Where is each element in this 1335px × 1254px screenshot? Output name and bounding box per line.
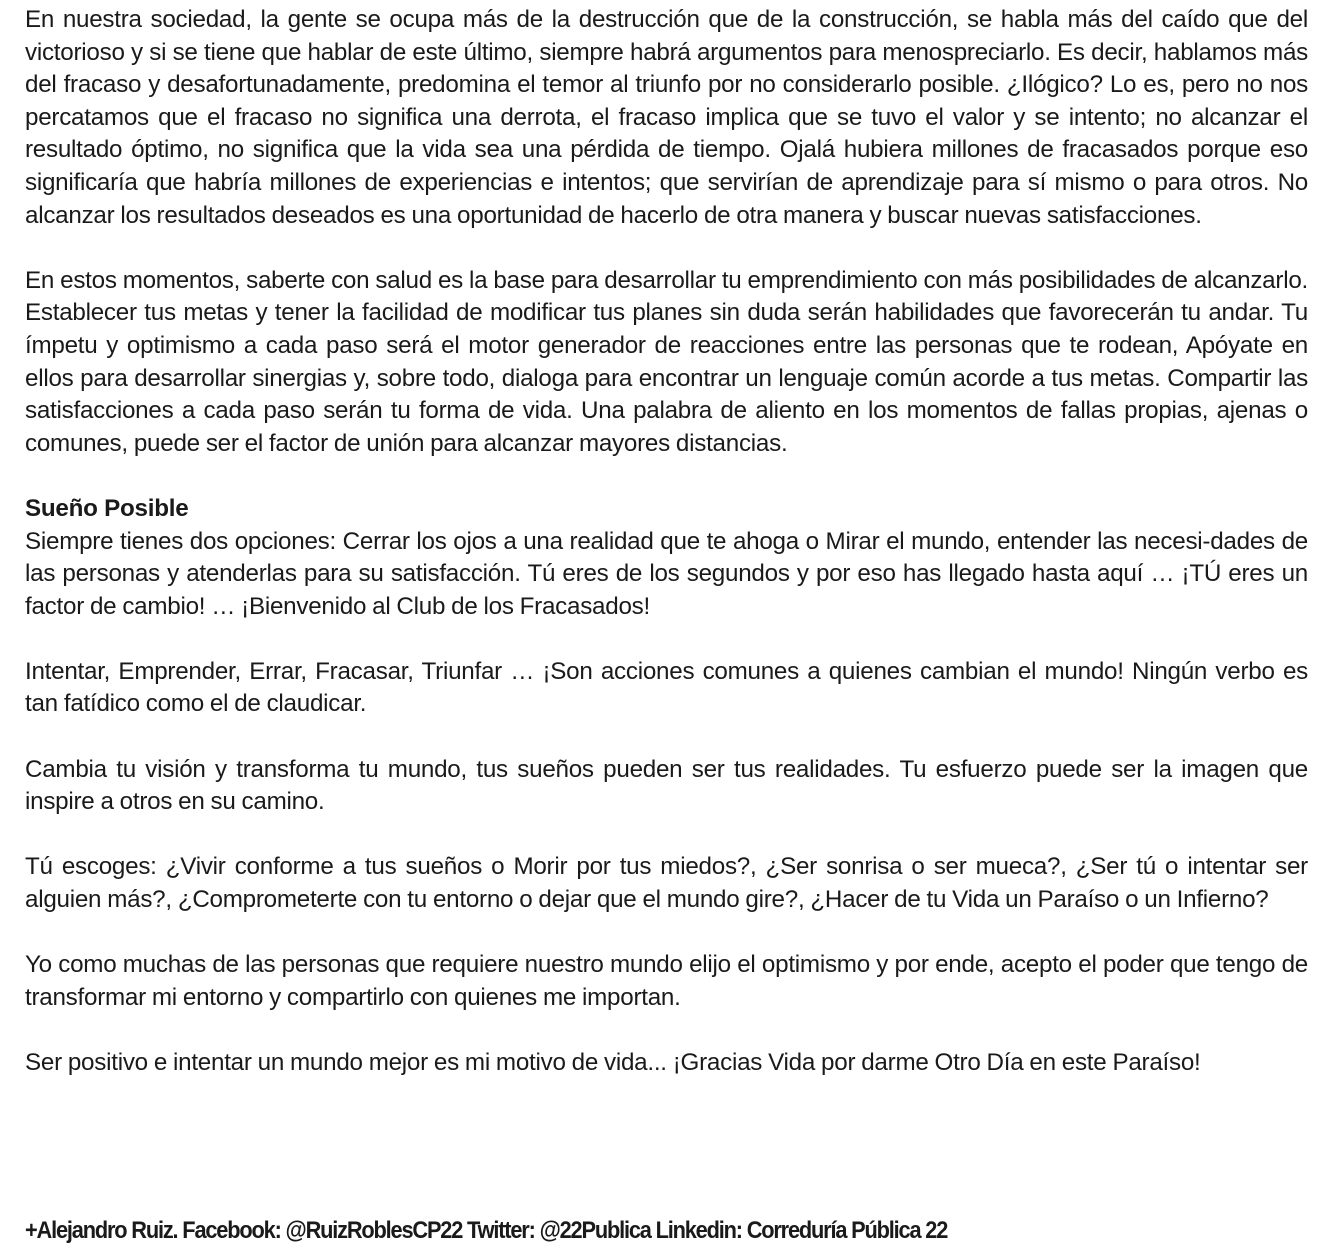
paragraph-health-goals: En estos momentos, saberte con salud es la base para desarrollar tu emprendimiento con más posibilidades de alcanzarlo. Establecer tus metas y tener la facilidad de modificar tus planes sin duda serán habilidades que favorecerán tu andar. Tu ímpetu y optimismo a cada paso será el motor generador de reacciones entre las personas que te rodean, Apóyate en ellos para desarrollar sinergias y, sobre todo, dialoga para encontrar un lenguaje común acorde a tus metas. Compartir las satisfacciones a cada paso serán tu forma de vida. Una palabra de aliento en los momentos de fallas propias, ajenas o comunes, puede ser el factor de unión para alcanzar mayores distancias. <box>25 266 1308 457</box>
paragraph-spacer <box>25 460 1308 493</box>
paragraph-intro-failure: En nuestra sociedad, la gente se ocupa más de la destrucción que de la construcción, se habla más del caído que del victorioso y si se tiene que hablar de este último, siempre habrá argumentos para menospreciarlo. Es decir, hablamos más del fracaso y desafortunadamente, predomina el temor al triunfo por no considerarlo posible. ¿Ilógico? Lo es, pero no nos percatamos que el fracaso no significa una derrota, el fracaso implica que se tuvo el valor y se intento; no alcanzar el resultado óptimo, no significa que la vida sea una pérdida de tiempo. Ojalá hubiera millones de fracasados porque eso significaría que habría millones de experiencias e intentos; que servirían de aprendizaje para sí mismo o para otros. No alcanzar los resultados deseados es una oportunidad de hacerlo de otra manera y buscar nuevas satisfacciones. <box>25 6 1308 229</box>
paragraph-spacer <box>25 917 1308 950</box>
paragraph-optimism: Yo como muchas de las personas que requiere nuestro mundo elijo el optimismo y por ende, acepto el poder que tengo de transformar mi entorno y compartirlo con quienes me importan. <box>25 951 1308 1011</box>
section-heading: Sueño Posible <box>25 494 189 522</box>
paragraph-spacer <box>25 623 1308 656</box>
article-body <box>25 4 1308 1080</box>
paragraph-closing: Ser positivo e intentar un mundo mejor es mi motivo de vida... ¡Gracias Vida por darme Otro Día en este Paraíso! <box>25 1049 1201 1076</box>
paragraph-vision: Cambia tu visión y transforma tu mundo, tus sueños pueden ser tus realidades. Tu esfuerzo puede ser la imagen que inspire a otros en su camino. <box>25 755 1308 816</box>
author-signature: +Alejandro Ruiz. Facebook: @RuizRoblesCP22 Twitter: @22Publica Linkedin: Correduría Pública 22 <box>25 1217 948 1244</box>
paragraph-spacer <box>25 232 1308 265</box>
paragraph-spacer <box>25 1014 1308 1047</box>
paragraph-spacer <box>25 721 1308 754</box>
paragraph-choices: Tú escoges: ¿Vivir conforme a tus sueños o Morir por tus miedos?, ¿Ser sonrisa o ser mueca?, ¿Ser tú o intentar ser alguien más?, ¿Comprometerte con tu entorno o dejar que el mundo gire?, ¿Hacer de tu Vida un Paraíso o un Infierno? <box>25 853 1308 914</box>
paragraph-actions: Intentar, Emprender, Errar, Fracasar, Triunfar … ¡Son acciones comunes a quienes cambian el mundo! Ningún verbo es tan fatídico como el de claudicar. <box>25 657 1308 718</box>
paragraph-two-options: Siempre tienes dos opciones: Cerrar los ojos a una realidad que te ahoga o Mirar el mundo, entender las necesi-dades de las personas y atenderlas para su satisfacción. Tú eres de los segundos y por eso has llegado hasta aquí … ¡TÚ eres un factor de cambio! … ¡Bienvenido al Club de los Fracasados! <box>25 527 1308 620</box>
paragraph-spacer <box>25 819 1308 852</box>
